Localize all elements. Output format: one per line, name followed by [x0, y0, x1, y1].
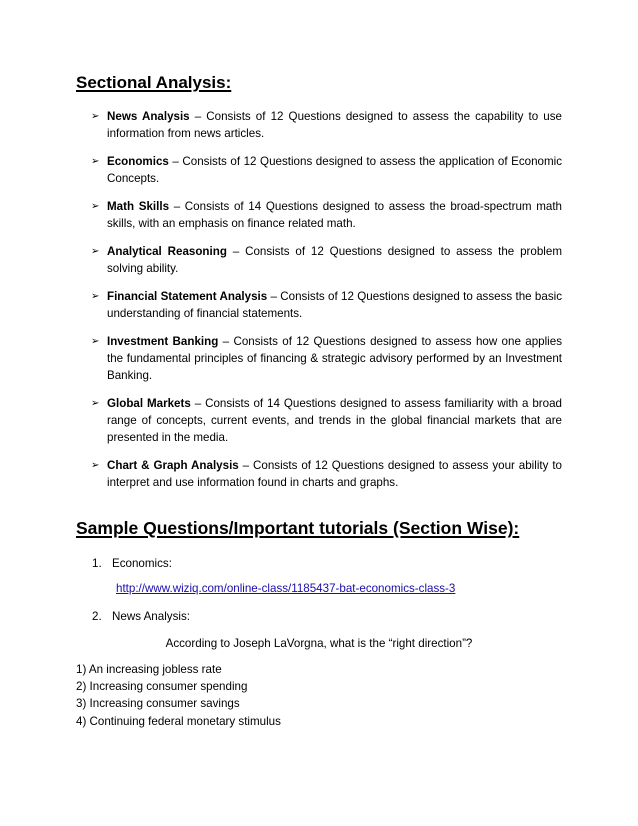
section-item: [90, 334, 562, 384]
sample-question: According to Joseph LaVorgna, what is the “right direction”?: [165, 637, 473, 650]
section-desc: – Consists of 12 Questions designed to assess your ability to interpret and use information found in charts and graphs.: [107, 459, 562, 490]
answer-option: 3) Increasing consumer savings: [76, 697, 240, 711]
section-desc: – Consists of 14 Questions designed to assess familiarity with a broad range of concepts, current events, and trends in the global financial markets that are presented in the media.: [107, 397, 562, 444]
numbered-item-news-analysis: [92, 610, 190, 623]
section-item: [90, 289, 562, 323]
section-item: [90, 199, 562, 233]
section-term: Analytical Reasoning: [107, 245, 227, 259]
arrowhead-bullet-icon: ➢: [91, 291, 100, 303]
section-desc: – Consists of 12 Questions designed to assess the application of Economic Concepts.: [107, 155, 562, 185]
arrowhead-bullet-icon: ➢: [91, 246, 100, 258]
arrowhead-bullet-icon: ➢: [91, 398, 100, 410]
arrowhead-bullet-icon: ➢: [91, 156, 100, 168]
section-term: News Analysis: [107, 110, 190, 123]
answer-options: [76, 661, 281, 730]
item-number: 2.: [92, 610, 102, 623]
sectional-analysis-heading: Sectional Analysis:: [76, 73, 232, 92]
arrowhead-bullet-icon: ➢: [91, 111, 100, 122]
answer-option: 4) Continuing federal monetary stimulus: [76, 714, 281, 728]
sample-questions-heading: Sample Questions/Important tutorials (Section Wise):: [76, 518, 520, 538]
answer-option: 1) An increasing jobless rate: [76, 663, 222, 676]
sections-list: [90, 109, 562, 503]
section-item: [90, 396, 562, 446]
item-number: 1.: [92, 557, 102, 570]
section-item: [90, 244, 562, 278]
section-item: [90, 154, 562, 188]
section-item: [90, 109, 562, 143]
section-desc: – Consists of 12 Questions designed to assess how one applies the fundamental principles of financing & strategic advisory performed by an Investment Banking.: [107, 335, 562, 383]
section-item: [90, 458, 562, 492]
arrowhead-bullet-icon: ➢: [91, 336, 100, 348]
section-term: Investment Banking: [107, 335, 219, 349]
section-term: Economics: [107, 155, 169, 169]
numbered-item-economics: [92, 557, 172, 570]
section-desc: – Consists of 14 Questions designed to assess the broad-spectrum math skills, with an emphasis on finance related math.: [107, 200, 562, 230]
section-term: Financial Statement Analysis: [107, 290, 268, 304]
item-label: News Analysis:: [112, 610, 190, 623]
section-desc: – Consists of 12 Questions designed to assess the capability to use information from news articles.: [107, 110, 563, 140]
section-term: Math Skills: [107, 200, 170, 214]
section-term: Chart & Graph Analysis: [107, 459, 239, 473]
answer-option: 2) Increasing consumer spending: [76, 680, 248, 694]
section-desc: – Consists of 12 Questions designed to assess the basic understanding of financial statements.: [107, 290, 562, 321]
arrowhead-bullet-icon: ➢: [91, 460, 100, 472]
section-desc: – Consists of 12 Questions designed to assess the problem solving ability.: [107, 245, 562, 276]
item-label: Economics:: [112, 557, 172, 570]
economics-tutorial-link[interactable]: http://www.wiziq.com/online-class/1185437-bat-economics-class-3: [116, 582, 456, 595]
arrowhead-bullet-icon: ➢: [91, 201, 100, 213]
section-term: Global Markets: [107, 397, 191, 411]
